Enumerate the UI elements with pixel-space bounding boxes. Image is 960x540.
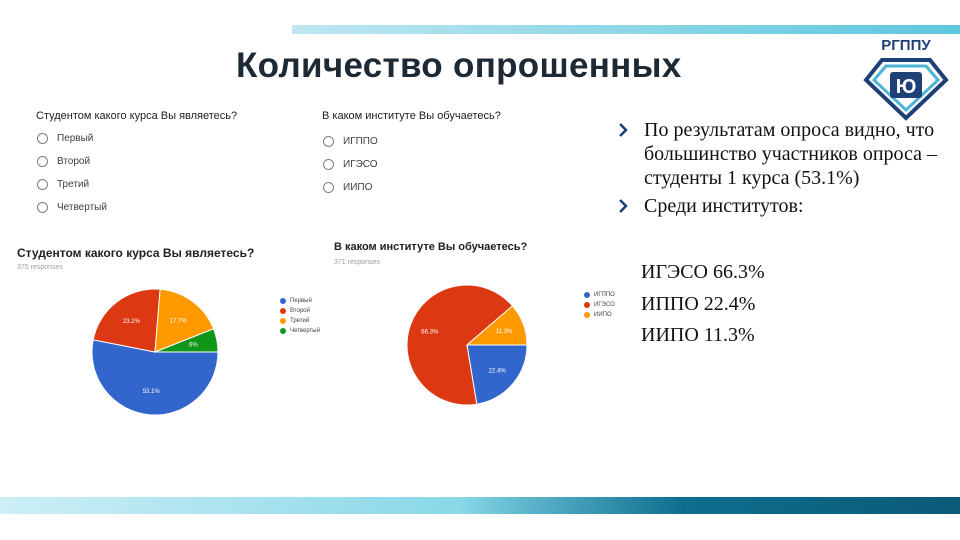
radio-circle-icon bbox=[323, 136, 334, 147]
summary-text bbox=[614, 118, 960, 218]
legend-swatch bbox=[584, 302, 590, 308]
radio-option[interactable]: Первый bbox=[37, 128, 107, 148]
top-accent-bar bbox=[292, 25, 960, 34]
bottom-accent-bar-dark bbox=[460, 497, 960, 514]
chart-subtitle-institute: 371 responses bbox=[334, 259, 380, 266]
radio-option[interactable]: Второй bbox=[37, 151, 107, 171]
legend-item bbox=[280, 296, 320, 306]
legend-swatch bbox=[584, 312, 590, 318]
pie-chart-course bbox=[90, 287, 220, 417]
legend-item bbox=[280, 326, 320, 336]
pie-slice-label: 22.4% bbox=[488, 368, 506, 375]
summary-bullet: Среди институтов: bbox=[614, 194, 960, 218]
pie-slice-label: 11.3% bbox=[495, 329, 513, 336]
chevron-right-icon bbox=[618, 123, 628, 137]
radio-circle-icon bbox=[323, 159, 334, 170]
pie-slice-label: 23.2% bbox=[122, 318, 140, 325]
radio-circle-icon bbox=[37, 202, 48, 213]
summary-bullet: По результатам опроса видно, что большинство участников опроса – студенты 1 курса (53.1%) bbox=[614, 118, 960, 190]
radio-option[interactable]: ИГППО bbox=[323, 131, 378, 151]
radio-option[interactable]: ИИПО bbox=[323, 177, 378, 197]
legend-item bbox=[584, 300, 615, 310]
chevron-right-icon bbox=[618, 199, 628, 213]
summary-line: ИГЭСО 66.3% bbox=[641, 261, 765, 283]
radio-circle-icon bbox=[37, 133, 48, 144]
legend-label: ИГЭСО bbox=[594, 302, 615, 308]
pie-slice-label: 66.3% bbox=[421, 329, 439, 336]
legend-course bbox=[280, 296, 320, 336]
form-question-course: Студентом какого курса Вы являетесь? bbox=[36, 110, 238, 122]
summary-line: ИППО 22.4% bbox=[641, 293, 756, 315]
legend-label: Третий bbox=[290, 318, 310, 324]
radio-option[interactable]: ИГЭСО bbox=[323, 154, 378, 174]
slide-title: Количество опрошенных bbox=[236, 46, 682, 85]
legend-label: Четвертый bbox=[290, 328, 320, 334]
legend-label: Первый bbox=[290, 298, 312, 304]
legend-item bbox=[584, 290, 615, 300]
legend-swatch bbox=[280, 318, 286, 324]
form-options-institute bbox=[323, 131, 378, 197]
radio-option[interactable]: Четвертый bbox=[37, 197, 107, 217]
legend-swatch bbox=[280, 298, 286, 304]
legend-swatch bbox=[584, 292, 590, 298]
university-logo bbox=[856, 36, 956, 122]
pie-slice-label: 6% bbox=[189, 342, 198, 349]
legend-item bbox=[584, 310, 615, 320]
legend-item bbox=[280, 316, 320, 326]
legend-label: Второй bbox=[290, 308, 310, 314]
radio-circle-icon bbox=[37, 179, 48, 190]
radio-circle-icon bbox=[323, 182, 334, 193]
pie-slice-label: 53.1% bbox=[142, 388, 160, 395]
chart-subtitle-course: 375 responses bbox=[17, 264, 63, 271]
legend-label: ИГППО bbox=[594, 292, 615, 298]
chart-title-institute: В каком институте Вы обучаетесь? bbox=[334, 241, 528, 253]
legend-institute bbox=[584, 290, 615, 320]
legend-swatch bbox=[280, 328, 286, 334]
legend-label: ИИПО bbox=[594, 312, 612, 318]
pie-chart-institute bbox=[405, 283, 529, 407]
chart-title-course: Студентом какого курса Вы являетесь? bbox=[17, 246, 255, 260]
pie-slice-label: 17.7% bbox=[169, 318, 187, 325]
form-options-course bbox=[37, 128, 107, 217]
radio-circle-icon bbox=[37, 156, 48, 167]
form-question-institute: В каком институте Вы обучаетесь? bbox=[322, 110, 501, 122]
radio-option[interactable]: Третий bbox=[37, 174, 107, 194]
logo-monogram: Ю bbox=[895, 76, 917, 98]
legend-swatch bbox=[280, 308, 286, 314]
legend-item bbox=[280, 306, 320, 316]
summary-line: ИИПО 11.3% bbox=[641, 324, 755, 346]
logo-text: РГППУ bbox=[881, 37, 931, 54]
